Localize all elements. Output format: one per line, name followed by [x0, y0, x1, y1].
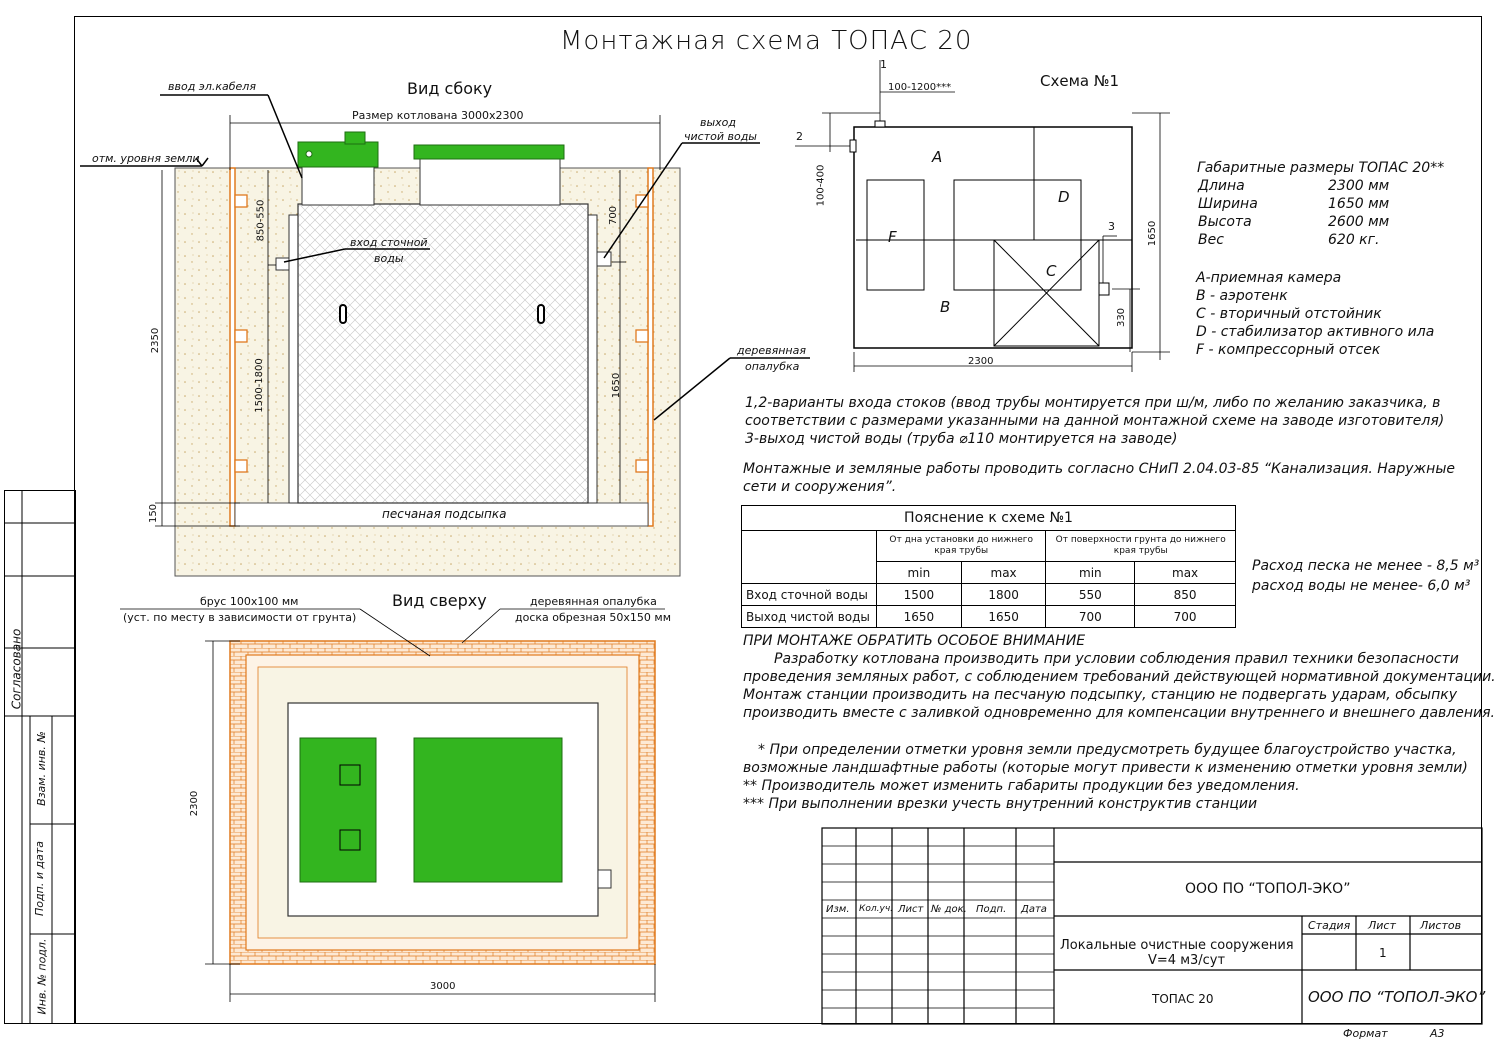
table-cell: Вход сточной воды	[742, 584, 877, 606]
dim-330: 330	[1116, 307, 1128, 328]
note-sand: Расход песка не менее - 8,5 м³	[1252, 558, 1480, 574]
table-group-2: От поверхности грунта до нижнего края трубы	[1046, 531, 1236, 562]
beam-label-1: брус 100x100 мм	[200, 595, 299, 608]
dim-150: 150	[148, 503, 160, 524]
scheme-label-2: 2	[796, 130, 803, 143]
attention-text: производить вместе с заливкой одновременно для компенсации внутреннего и внешнего давления.	[743, 705, 1495, 721]
stamp-sheet-number: 1	[1379, 946, 1387, 960]
footnote: * При определении отметки уровня земли предусмотреть будущее благоустройство участка,	[758, 742, 1457, 758]
footnote: *** При выполнении врезки учесть внутренний конструктив станции	[743, 796, 1258, 812]
formwork-left	[230, 168, 235, 526]
spec-value: 1650 мм	[1328, 196, 1390, 212]
beam-label-2: (уст. по месту в зависимости от грунта)	[123, 611, 357, 624]
table-header: min	[877, 562, 962, 584]
hatch-left	[300, 738, 376, 882]
zone-b: B	[940, 298, 951, 316]
pit-size-label: Размер котлована 3000x2300	[352, 109, 524, 122]
table-cell: Выход чистой воды	[742, 606, 877, 628]
side-stamp-approved: Согласовано	[9, 628, 24, 710]
dim-1500-1800: 1500-1800	[253, 358, 265, 413]
formwork-right	[648, 168, 653, 526]
side-view	[80, 95, 810, 576]
spec-value: 2300 мм	[1328, 178, 1390, 194]
legend-item: F - компрессорный отсек	[1196, 342, 1381, 358]
side-stamp-replace: Взам. инв. №	[34, 731, 48, 806]
stamp-company-2: ООО ПО “ТОПОЛ-ЭКО”	[1308, 988, 1486, 1006]
station-body	[298, 204, 588, 503]
stamp-col-header: № док.	[931, 904, 967, 915]
stamp-company: ООО ПО “ТОПОЛ-ЭКО”	[1185, 881, 1351, 897]
attention-text: Разработку котлована производить при условии соблюдения правил техники безопасности	[774, 651, 1459, 667]
spec-key: Высота	[1198, 214, 1252, 230]
table-cell: 700	[1135, 606, 1236, 628]
outlet-label-2: чистой воды	[684, 130, 757, 143]
table-row	[742, 606, 1236, 628]
dim-2300-top: 2300	[189, 790, 201, 817]
spec-value: 620 кг.	[1328, 232, 1380, 248]
footnote: возможные ландшафтные работы (которые могут привести к изменению отметки уровня земли)	[743, 760, 1468, 776]
stamp-col-header: Кол.уч.	[859, 904, 894, 914]
dim-100-400: 100-400	[815, 164, 827, 207]
table-corner	[742, 531, 877, 584]
drawing-title: Монтажная схема ТОПАС 20	[560, 26, 973, 56]
sand-bed-label: песчаная подсыпка	[382, 507, 507, 521]
table-cell: 700	[1046, 606, 1135, 628]
outlet-pipe	[597, 252, 611, 266]
stamp-sheet: Лист	[1368, 919, 1396, 932]
note-works: Монтажные и земляные работы проводить согласно СНиП 2.04.03-85 “Канализация. Наружные	[743, 461, 1455, 477]
zone-f: F	[888, 228, 897, 246]
spec-key: Вес	[1198, 232, 1224, 248]
note-water: расход воды не менее- 6,0 м³	[1252, 578, 1471, 594]
dim-700: 700	[608, 205, 620, 226]
note-variants: 1,2-варианты входа стоков (ввод трубы монтируется при ш/м, либо по желанию заказчика, в	[745, 395, 1441, 411]
note-works: сети и сооружения”.	[743, 479, 897, 495]
inlet-label-1: вход сточной	[350, 236, 428, 249]
spec-value: 2600 мм	[1328, 214, 1390, 230]
hatch-right	[414, 738, 562, 882]
legend-item: C - вторичный отстойник	[1196, 306, 1382, 322]
table-cell: 1500	[877, 584, 962, 606]
table-group-1: От дна установки до нижнего края трубы	[877, 531, 1046, 562]
stamp-stage: Стадия	[1308, 919, 1351, 932]
attention-title: ПРИ МОНТАЖЕ ОБРАТИТЬ ОСОБОЕ ВНИМАНИЕ	[743, 633, 1086, 649]
legend-item: B - аэротенк	[1196, 288, 1288, 304]
note-variants: 3-выход чистой воды (труба ⌀110 монтируется на заводе)	[745, 431, 1178, 447]
side-view-caption: Вид сбоку	[407, 79, 493, 98]
top-view-caption: Вид сверху	[392, 591, 487, 610]
formwork-top-label-1: деревянная опалубка	[530, 595, 657, 608]
attention-text: Монтаж станции производить на песчаную подсыпку, станцию не подвергать ударам, обсыпку	[743, 687, 1457, 703]
specs-heading: Габаритные размеры ТОПАС 20**	[1197, 160, 1445, 176]
note-variants: соответствии с размерами указанными на данной монтажной схеме на заводе изготовителя)	[745, 413, 1445, 429]
cable-label: ввод эл.кабеля	[168, 80, 256, 93]
table-cell: 1650	[877, 606, 962, 628]
table-cell: 850	[1135, 584, 1236, 606]
table-header: max	[1135, 562, 1236, 584]
stamp-format-label: Формат	[1343, 1027, 1388, 1040]
formwork-label-1: деревянная	[737, 344, 806, 357]
side-stamp-sign-date: Подп. и дата	[32, 841, 46, 916]
footnote: ** Производитель может изменить габариты продукции без уведомления.	[743, 778, 1300, 794]
scheme-label-1: 1	[880, 58, 887, 71]
inlet-label-2: воды	[374, 252, 404, 265]
lid-right	[414, 145, 564, 159]
zone-c: C	[1046, 262, 1057, 280]
scheme-label-3: 3	[1108, 220, 1115, 233]
stamp-sheets: Листов	[1420, 919, 1462, 932]
formwork-top-label-2: доска обрезная 50x150 мм	[515, 611, 672, 624]
spec-key: Длина	[1198, 178, 1245, 194]
legend-item: D - стабилизатор активного ила	[1196, 324, 1435, 340]
inlet-pipe	[276, 258, 289, 270]
stamp-col-header: Подп.	[976, 904, 1007, 915]
stamp-format: А3	[1430, 1027, 1445, 1040]
table-cell: 1650	[961, 606, 1046, 628]
table-title: Пояснение к схеме №1	[742, 506, 1236, 531]
zone-a: A	[932, 148, 943, 166]
legend-item: A-приемная камера	[1196, 270, 1342, 286]
attention-text: проведения земляных работ, с соблюдением требований действующей нормативной документации.	[743, 669, 1496, 685]
zone-d: D	[1058, 188, 1070, 206]
dim-100-1200: 100-1200***	[888, 82, 952, 93]
dim-2300-scheme: 2300	[968, 356, 994, 367]
stamp-col-header: Дата	[1021, 904, 1047, 915]
dim-2350: 2350	[150, 327, 162, 354]
table-cell: 1800	[961, 584, 1046, 606]
formwork-label-2: опалубка	[745, 360, 800, 373]
stamp-description: V=4 м3/сут	[1148, 953, 1226, 968]
scheme-1-caption: Схема №1	[1040, 72, 1119, 90]
table-header: min	[1046, 562, 1135, 584]
explanation-table	[741, 505, 1236, 628]
table-cell: 550	[1046, 584, 1135, 606]
stamp-col-header: Изм.	[826, 904, 850, 915]
ground-label: отм. уровня земли	[92, 152, 200, 165]
scheme-1	[795, 60, 1170, 372]
stamp-col-header: Лист	[898, 904, 924, 915]
top-view	[120, 609, 665, 1002]
stamp-description: Локальные очистные сооружения	[1060, 938, 1294, 953]
dim-3000: 3000	[430, 981, 456, 992]
dim-850-550: 850-550	[255, 199, 267, 242]
side-stamp-inventory: Инв. № подл.	[35, 938, 49, 1015]
stamp-product: ТОПАС 20	[1152, 992, 1214, 1006]
spec-key: Ширина	[1198, 196, 1258, 212]
table-row	[742, 584, 1236, 606]
outlet-label-1: выход	[700, 116, 737, 129]
dim-1650-scheme: 1650	[1147, 220, 1159, 247]
dim-1650: 1650	[611, 372, 623, 399]
table-header: max	[961, 562, 1046, 584]
